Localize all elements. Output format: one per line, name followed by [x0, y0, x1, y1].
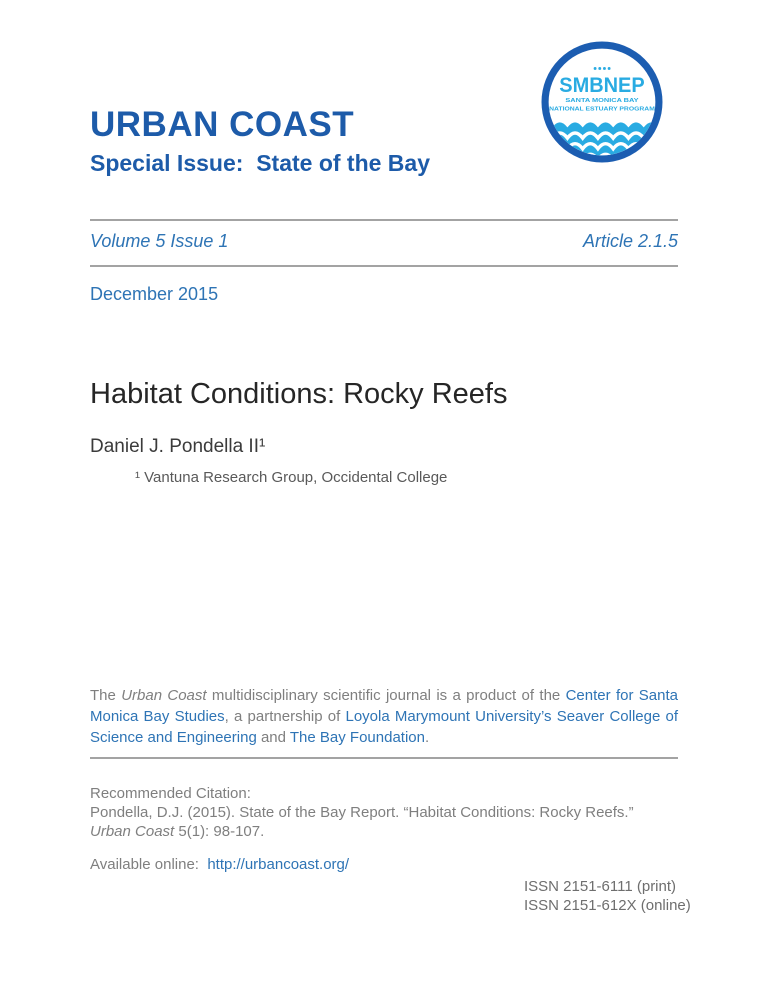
about-text: The — [90, 687, 122, 704]
journal-name-italic: Urban Coast — [90, 823, 175, 840]
issn-online: ISSN 2151-612X (online) — [524, 897, 691, 914]
about-journal-paragraph — [90, 685, 678, 748]
article-number-label: Article 2.1.5 — [582, 231, 678, 251]
author-name: Daniel J. Pondella II¹ — [90, 436, 266, 457]
logo-acronym: SMBNEP — [559, 72, 645, 97]
divider-citation — [90, 757, 678, 759]
link-lmu-seaver-college[interactable]: Loyola Marymount University’s Seaver College of Science and Engineering — [90, 708, 679, 746]
available-online-label: Available online: — [90, 856, 208, 873]
journal-subtitle: Special Issue: State of the Bay — [90, 150, 431, 176]
logo-org-line2: NATIONAL ESTUARY PROGRAM — [549, 106, 655, 113]
citation-heading: Recommended Citation: — [90, 785, 251, 802]
article-title: Habitat Conditions: Rocky Reefs — [90, 378, 508, 410]
volume-issue-label: Volume 5 Issue 1 — [90, 231, 229, 251]
link-the-bay-foundation[interactable]: The Bay Foundation — [289, 729, 425, 746]
journal-title: URBAN COAST — [90, 105, 355, 144]
available-online-line — [90, 856, 678, 873]
issn-block — [524, 877, 691, 915]
citation-text: Pondella, D.J. (2015). State of the Bay Report. “Habitat Conditions: Rocky Reefs.” Urban Coast 5(1): 98-107. — [90, 804, 634, 840]
author-affiliation: ¹ Vantuna Research Group, Occidental College — [135, 469, 448, 486]
about-text: and — [256, 729, 290, 746]
recommended-citation — [90, 784, 678, 841]
about-text: . — [424, 729, 430, 746]
urbancoast-url-link[interactable]: http://urbancoast.org/ — [207, 856, 350, 873]
journal-name-italic: Urban Coast — [121, 687, 207, 704]
link-center-santa-monica-bay-studies[interactable]: Center for Santa Monica Bay Studies — [90, 687, 678, 725]
issue-bar — [90, 231, 678, 252]
waves-in-circle-icon — [541, 41, 663, 163]
logo-org-line1: SANTA MONICA BAY — [565, 98, 639, 104]
about-text: , a partnership of — [224, 708, 346, 725]
about-text: multidisciplinary scientific journal is a product of the — [206, 687, 566, 704]
smbnep-logo — [541, 41, 663, 163]
issn-print: ISSN 2151-6111 (print) — [524, 878, 677, 895]
divider-issue — [90, 265, 678, 267]
divider-top — [90, 219, 678, 221]
publication-date: December 2015 — [90, 284, 219, 304]
